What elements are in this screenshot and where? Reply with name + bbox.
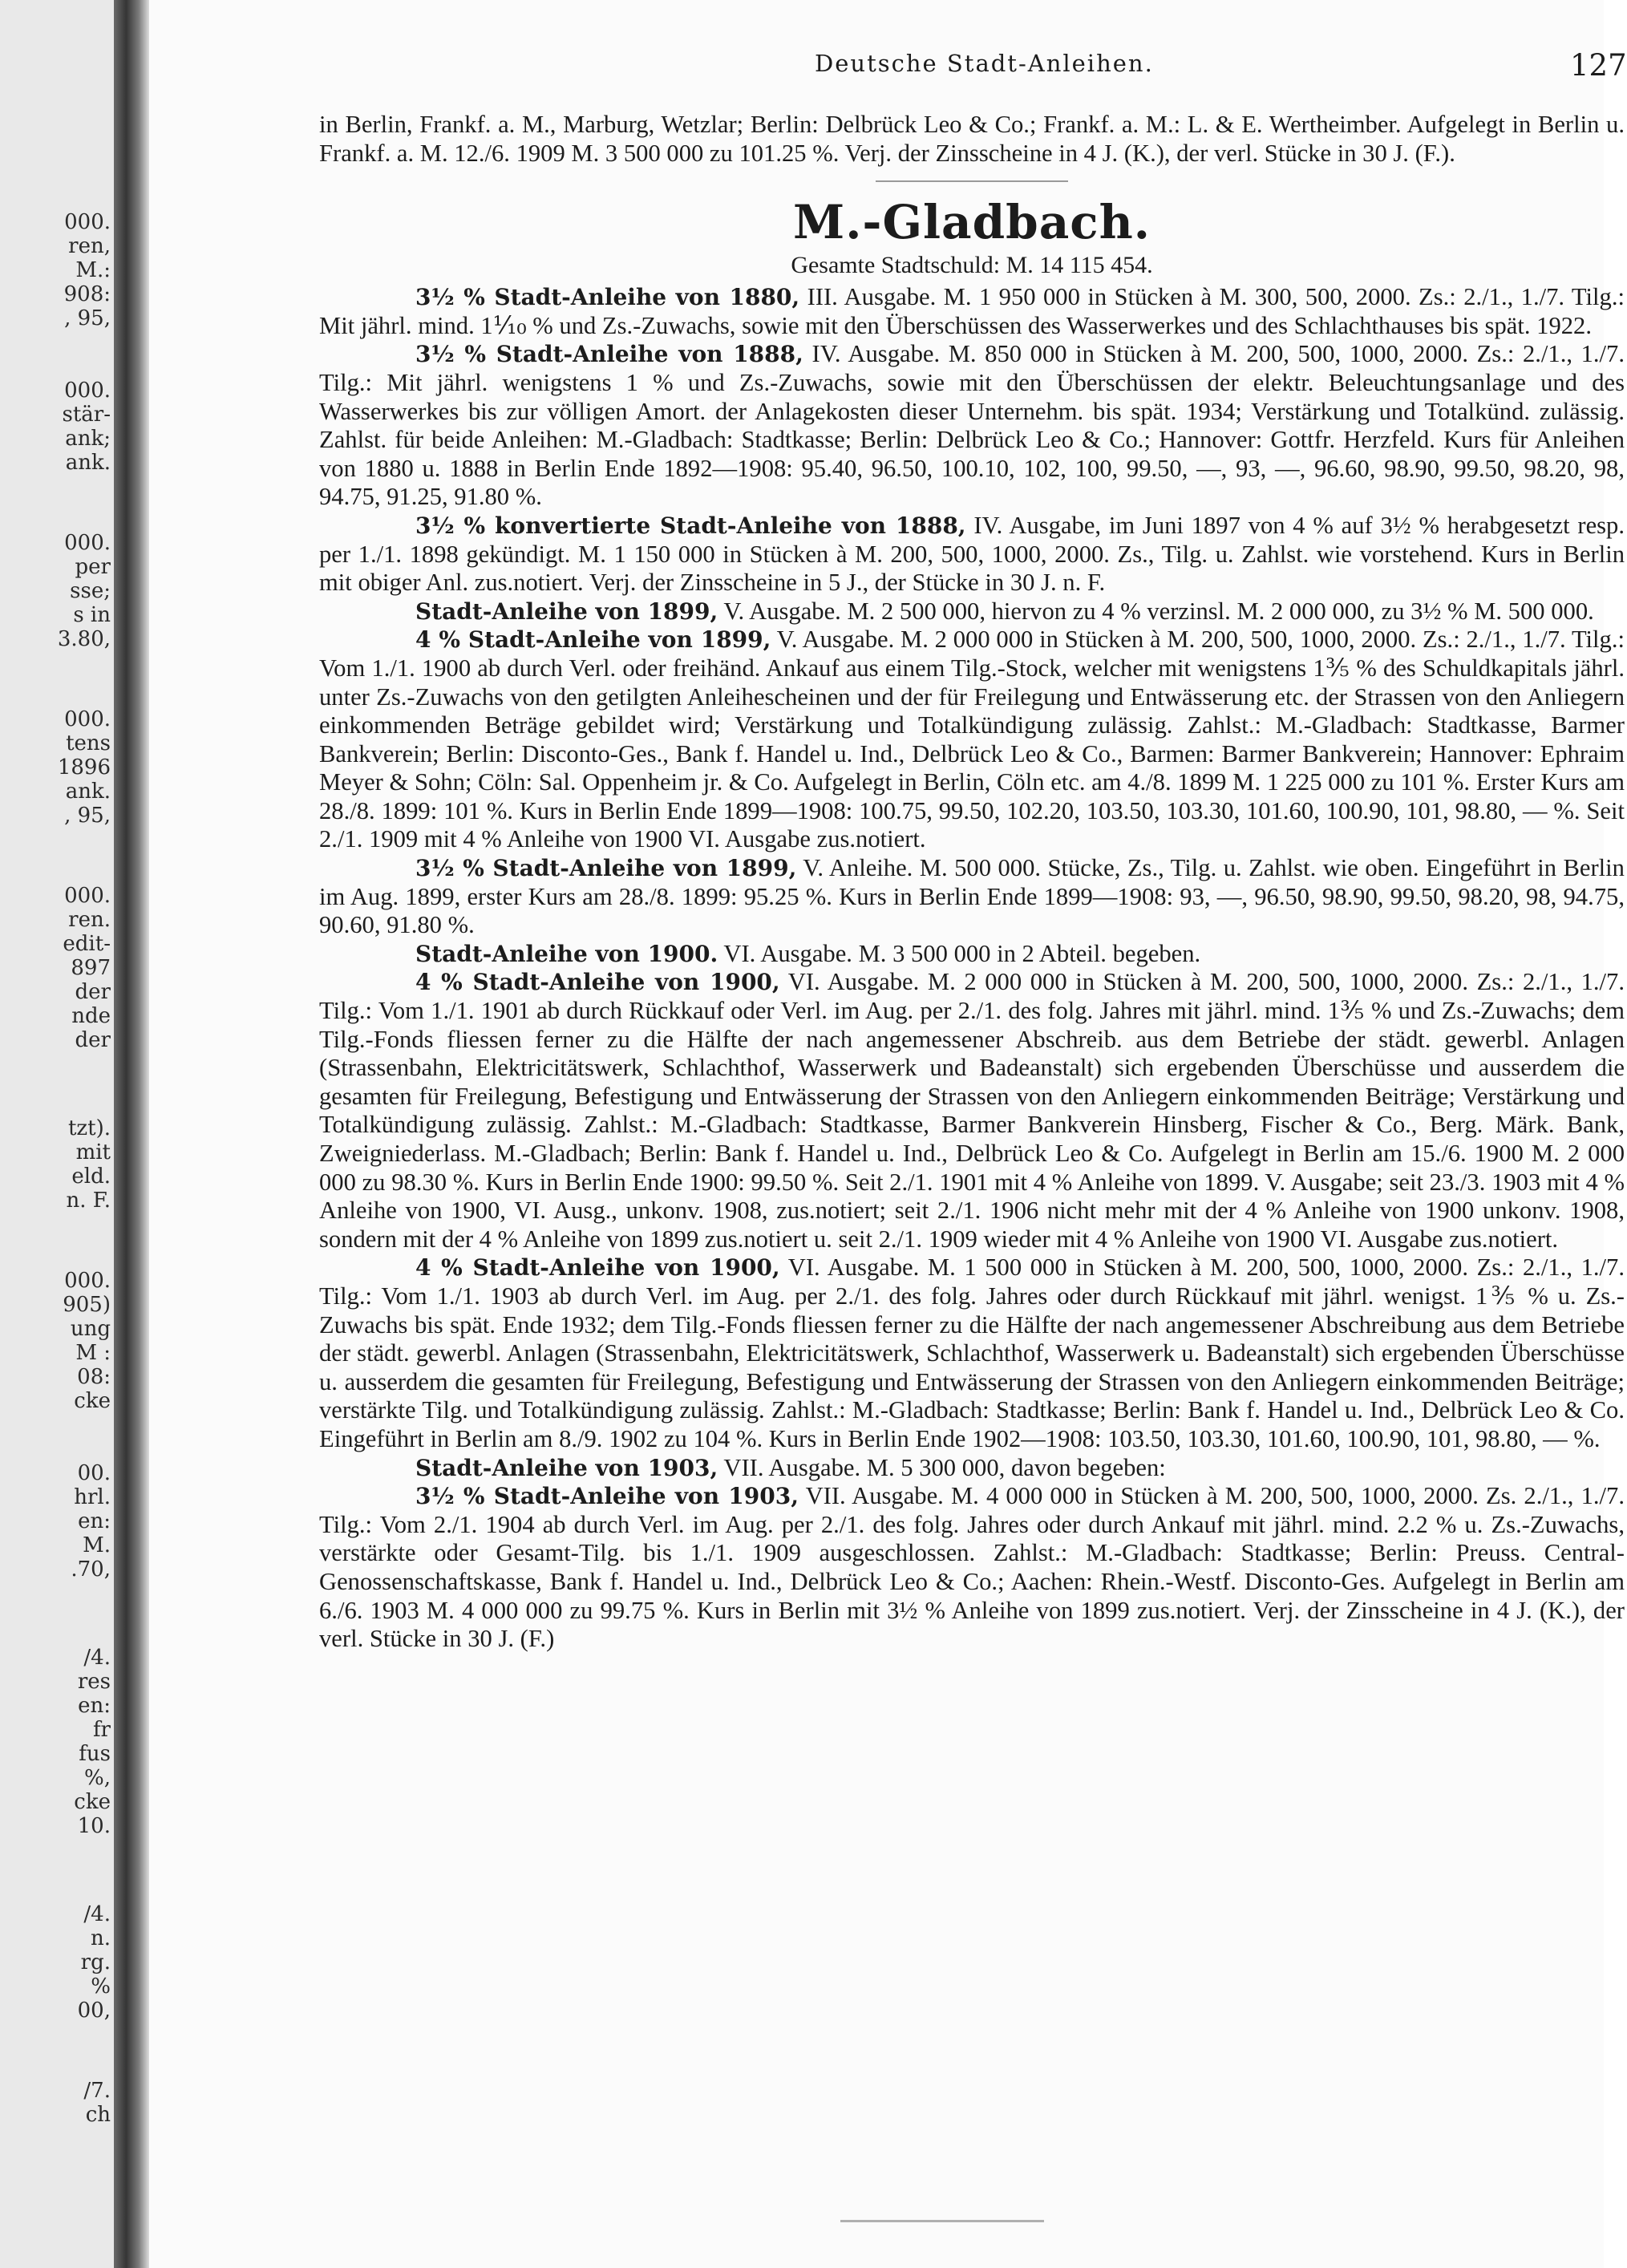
left-page-fragment: .70, — [71, 1557, 111, 1582]
left-page-fragment: ren, — [68, 234, 111, 258]
left-page-fragment: /7. — [83, 2079, 111, 2103]
page — [149, 0, 1627, 2268]
loan-entry — [319, 597, 1625, 626]
loan-entry — [319, 1454, 1625, 1483]
loan-heading: 3½ % Stadt-Anleihe von 1903, — [415, 1483, 799, 1510]
left-page-fragment: ank. — [65, 780, 111, 804]
left-page-fragment: hrl. — [74, 1485, 111, 1509]
loan-details: III. Ausgabe. M. 1 950 000 in Stücken à M. 300, 500, 2000. Zs.: 2./1., 1./7. Tilg.: Mit jährl. mind. 1⅒ % und Zs.-Zuwachs, sowie mit den Überschüssen des Wasserwerkes und des Schlachthauses bis spät. 1922. — [319, 283, 1625, 339]
loan-entries — [319, 283, 1625, 1654]
left-page-fragment: 000. — [64, 210, 111, 234]
left-page-fragment: 1896 — [57, 755, 111, 780]
loan-entry — [319, 1253, 1625, 1453]
loan-heading: 4 % Stadt-Anleihe von 1900, — [415, 969, 780, 996]
loan-heading: Stadt-Anleihe von 1899, — [415, 597, 718, 625]
left-page-fragment: 897 — [71, 956, 111, 980]
left-page-fragment: 000. — [64, 707, 111, 731]
loan-details: VI. Ausgabe. M. 2 000 000 in Stücken à M. 200, 500, 1000, 2000. Zs.: 2./1., 1./7. Tilg.: Vom 1./1. 1901 ab durch Rückkauf oder Verl. im Aug. per 2./1. des folg. Jahres mit jährl. mind. 1⅗ % und Zs.-Zuwachs; dem Tilg.-Fonds fliessen ferner zu die Hälfte der nach angemessener Abschreib. aus dem Betriebe der städt. gewerbl. Anlagen (Strassenbahn, Elektricitätswerk, Schlachthof, Wasserwerk und Badeanstalt) sich ergebenden Überschüsse und ausserdem die gesamten für Freilegung, Befestigung und Entwässerung der Strassen von den Anliegern einkommenden Beiträge; Verstärkung und Totalkündigung zulässig. Zahlst.: M.-Gladbach: Stadtkasse, Barmer Bankverein Hinsberg, Fischer & Co., Berg. Märk. Bank, Zweigniederlass. M.-Gladbach; Berlin: Bank f. Handel u. Ind., Delbrück Leo & Co. Aufgelegt in Berlin am 15./6. 1900 M. 2 000 000 zu 98.30 %. Kurs in Berlin Ende 1900: 99.50 %. Seit 2./1. 1901 mit 4 % Anleihe von 1899. V. Ausgabe; seit 23./3. 1903 mit 4 % Anleihe von 1900, VI. Ausg., unkonv. 1908, zus.notiert; seit 2./1. 1906 nicht mehr mit der 4 % Anleihe von 1900 unkonv. 1908, sondern mit der 4 % Anleihe von 1899 zus.notiert u. seit 2./1. 1909 wieder mit 4 % Anleihe von 1900 VI. Ausgabe zus.notiert. — [319, 968, 1625, 1253]
left-page-fragment: ung — [70, 1317, 111, 1341]
left-page-fragment: 908: — [63, 282, 111, 306]
left-page-fragment: 000. — [64, 531, 111, 555]
left-page-fragment: 905) — [63, 1293, 111, 1317]
loan-heading: 3½ % Stadt-Anleihe von 1899, — [415, 855, 797, 882]
left-page-fragment: %, — [84, 1766, 111, 1790]
loan-details: V. Ausgabe. M. 2 000 000 in Stücken à M. 200, 500, 1000, 2000. Zs.: 2./1., 1./7. Tilg.: Vom 1./1. 1900 ab durch Verl. oder freihänd. Ankauf aus einem Tilg.-Stock, welcher mit wenigstens 1⅗ % des Schuldkapitals jährl. unter Zs.-Zuwachs von den getilgten Anleihescheinen und der für Freilegung und Entwässerung etc. der Strassen von den Anliegern einkommenden Beträge gebildet wird; Verstärkung und Totalkündigung zulässig. Zahlst.: M.-Gladbach: Stadtkasse, Barmer Bankverein; Berlin: Disconto-Ges., Bank f. Handel u. Ind., Delbrück Leo & Co., Barmen: Barmer Bankverein; Hannover: Ephraim Meyer & Sohn; Cöln: Sal. Oppenheim jr. & Co. Aufgelegt in Berlin, Cöln etc. am 4./8. 1899 M. 1 225 000 zu 101 %. Erster Kurs am 28./8. 1899: 101 %. Kurs in Berlin Ende 1899—1908: 100.75, 99.50, 102.20, 103.50, 103.30, 101.60, 100.90, 101, 98.80, — %. Seit 2./1. 1909 mit 4 % Anleihe von 1900 VI. Ausgabe zus.notiert. — [319, 626, 1625, 853]
loan-heading: 4 % Stadt-Anleihe von 1900, — [415, 1254, 780, 1282]
loan-entry — [319, 340, 1625, 512]
left-page-fragment: en: — [78, 1694, 111, 1718]
loan-details: IV. Ausgabe, im Juni 1897 von 4 % auf 3½ % herabgesetzt resp. per 1./1. 1898 gekündigt. M. 1 150 000 in Stücken à M. 200, 500, 1000, 2000. Zs., Tilg. u. Zahlst. wie vorstehend. Kurs in Berlin mit obiger Anl. zus.notiert. Verj. der Zinsscheine in 5 J., der Stücke in 30 J. n. F. — [319, 511, 1625, 597]
left-page-fragment: 000. — [64, 884, 111, 908]
left-page-fragment: 10. — [77, 1814, 111, 1838]
book-gutter — [114, 0, 149, 2268]
left-page-fragment: der — [75, 1028, 111, 1052]
left-page-fragment: 3.80, — [57, 627, 111, 651]
loan-heading: Stadt-Anleihe von 1900. — [415, 940, 718, 967]
bottom-divider — [840, 2220, 1044, 2222]
left-page-fragment: ren. — [68, 908, 111, 932]
left-page-fragment: cke — [74, 1790, 111, 1814]
left-page-fragment: en: — [78, 1509, 111, 1533]
intro-paragraph: in Berlin, Frankf. a. M., Marburg, Wetzlar; Berlin: Delbrück Leo & Co.; Frankf. a. M.: L. & E. Wertheimber. Aufgelegt in Berlin u. Frankf. a. M. 12./6. 1909 M. 3 500 000 zu 101.25 %. Verj. der Zinsscheine in 4 J. (K.), der verl. Stücke in 30 J. (F.). — [319, 111, 1625, 167]
left-page-fragment: 00, — [77, 1999, 111, 2023]
left-page-fragment: /4. — [83, 1646, 111, 1670]
left-page-fragment: fr — [92, 1718, 111, 1742]
left-page-fragment: tens — [66, 731, 111, 755]
left-page-fragment: % — [91, 1974, 111, 1999]
left-page-fragment: /4. — [83, 1902, 111, 1926]
left-page-fragment: ank; — [65, 427, 111, 451]
loan-details: VII. Ausgabe. M. 5 300 000, davon begeben: — [718, 1453, 1166, 1481]
left-page-fragment: eld. — [71, 1164, 111, 1189]
left-page-fragment: fus — [79, 1742, 111, 1766]
loan-details: VI. Ausgabe. M. 3 500 000 in 2 Abteil. begeben. — [718, 939, 1201, 967]
running-head: Deutsche Stadt-Anleihen. — [815, 50, 1154, 77]
loan-details: VII. Ausgabe. M. 4 000 000 in Stücken à M. 200, 500, 1000, 2000. Zs. 2./1., 1./7. Tilg.: Vom 2./1. 1904 ab durch Verl. im Aug. per 2./1. des folg. Jahres oder durch Ankauf mit jährl. mind. 2.2 % u. Zs.-Zuwachs, verstärkte oder Gesamt-Tilg. bis 1./1. 1909 ausgeschlossen. Zahlst.: M.-Gladbach: Stadtkasse; Berlin: Preuss. Central-Genossenschaftskasse, Bank f. Handel u. Ind., Delbrück Leo & Co.; Aachen: Rhein.-Westf. Disconto-Ges. Aufgelegt in Berlin am 6./6. 1903 M. 4 000 000 zu 99.75 %. Kurs in Berlin mit 3½ % Anleihe von 1899 zus.notiert. Verj. der Zinsscheine in 4 J. (K.), der verl. Stücke in 30 J. (F.) — [319, 1482, 1625, 1653]
loan-heading: 3½ % Stadt-Anleihe von 1880, — [415, 284, 800, 311]
left-page-fragment: mit — [75, 1140, 111, 1164]
left-page-fragment: der — [75, 980, 111, 1004]
left-page-fragment: M.: — [75, 258, 111, 282]
left-page-fragment: res — [77, 1670, 111, 1694]
loan-details: IV. Ausgabe. M. 850 000 in Stücken à M. 200, 500, 1000, 2000. Zs.: 2./1., 1./7. Tilg.: Mit jährl. wenigstens 1 % und Zs.-Zuwachs, sowie mit den Überschüssen der elektr. Beleuchtungsanlage und des Wasserwerkes bis zur völligen Amort. der Anlagekosten dieser Unternehm. bis spät. 1934; Verstärkung und Totalkünd. zulässig. Zahlst. für beide Anleihen: M.-Gladbach: Stadtkasse; Berlin: Delbrück Leo & Co.; Hannover: Gottfr. Herzfeld. Kurs für Anleihen von 1880 u. 1888 in Berlin Ende 1892—1908: 95.40, 96.50, 100.10, 102, 100, 99.50, —, 93, —, 96.60, 98.90, 99.50, 98.20, 98, 94.75, 91.25, 91.80 %. — [319, 340, 1625, 511]
section-title: M.-Gladbach. — [793, 195, 1151, 250]
left-page-fragment: cke — [74, 1389, 111, 1413]
loan-heading: 3½ % Stadt-Anleihe von 1888, — [415, 341, 803, 368]
page-body — [319, 111, 1625, 1654]
loan-entry — [319, 1482, 1625, 1654]
left-page-fragment: 000. — [64, 379, 111, 403]
loan-entry — [319, 512, 1625, 597]
left-page-fragment: , 95, — [64, 804, 111, 828]
page-number: 127 — [1570, 48, 1627, 83]
loan-heading: 3½ % konvertierte Stadt-Anleihe von 1888, — [415, 512, 966, 539]
left-page-fragment: stär- — [62, 403, 111, 427]
left-page-fragment: nde — [71, 1004, 111, 1028]
left-page-fragment: ch — [85, 2103, 111, 2127]
total-debt-line: Gesamte Stadtschuld: M. 14 115 454. — [791, 252, 1153, 279]
loan-heading: 4 % Stadt-Anleihe von 1899, — [415, 626, 771, 654]
loan-entry — [319, 940, 1625, 969]
loan-entry — [319, 854, 1625, 940]
left-page-fragment: sse; — [70, 579, 111, 603]
left-page-fragment: 00. — [77, 1461, 111, 1485]
loan-entry — [319, 283, 1625, 340]
left-page-fragment: rg. — [80, 1950, 111, 1974]
loan-heading: Stadt-Anleihe von 1903, — [415, 1454, 718, 1481]
left-page-fragment: per — [75, 555, 111, 579]
loan-details: V. Ausgabe. M. 2 500 000, hiervon zu 4 % verzinsl. M. 2 000 000, zu 3½ % M. 500 000. — [718, 597, 1594, 625]
adjacent-page-strip — [0, 0, 114, 2268]
left-page-fragment: ank. — [65, 451, 111, 475]
left-page-fragment: n. — [90, 1926, 111, 1950]
left-page-fragment: M. — [83, 1533, 111, 1557]
left-page-fragment: edit- — [63, 932, 111, 956]
left-page-fragment: s in — [73, 603, 111, 627]
loan-details: V. Anleihe. M. 500 000. Stücke, Zs., Tilg. u. Zahlst. wie oben. Eingeführt in Berlin im Aug. 1899, erster Kurs am 28./8. 1899: 95.25 %. Kurs in Berlin Ende 1899—1908: 93, —, 96.50, 98.90, 99.50, 98.20, 98, 94.75, 90.60, 91.80 %. — [319, 854, 1625, 939]
left-page-fragment: tzt). — [67, 1116, 111, 1140]
left-page-fragment: n. F. — [66, 1189, 111, 1213]
left-page-fragment: , 95, — [64, 306, 111, 330]
section-divider — [876, 180, 1068, 182]
left-page-fragment: 08: — [77, 1365, 111, 1389]
loan-entry — [319, 968, 1625, 1253]
left-page-fragment: M : — [75, 1341, 111, 1365]
loan-details: VI. Ausgabe. M. 1 500 000 in Stücken à M. 200, 500, 1000, 2000. Zs.: 2./1., 1./7. Tilg.: Vom 1./1. 1903 ab durch Verl. im Aug. per 2./1. des folg. Jahres oder durch Rückkauf mit jährl. wenigst. 1⅗ % u. Zs.-Zuwachs bis spät. Ende 1932; dem Tilg.-Fonds fliessen ferner zu die Hälfte der nach angemessener Abschreibung aus dem Betriebe der städt. gewerbl. Anlagen (Strassenbahn, Elektricitätswerk, Schlachthof, Wasserwerk u. Badeanstalt) sich ergebenden Überschüsse u. ausserdem die gesamten für Freilegung, Befestigung und Entwässerung der Strassen von den Anliegern einkommenden Beiträge; verstärkte Tilg. und Totalkündigung zulässig. Zahlst.: M.-Gladbach: Stadtkasse; Berlin: Bank f. Handel u. Ind., Delbrück Leo & Co. Eingeführt in Berlin am 8./9. 1902 zu 104 %. Kurs in Berlin Ende 1902—1908: 103.50, 103.30, 101.60, 100.90, 101, 98.80, — %. — [319, 1253, 1625, 1452]
loan-entry — [319, 626, 1625, 854]
left-page-fragment: 000. — [64, 1269, 111, 1293]
